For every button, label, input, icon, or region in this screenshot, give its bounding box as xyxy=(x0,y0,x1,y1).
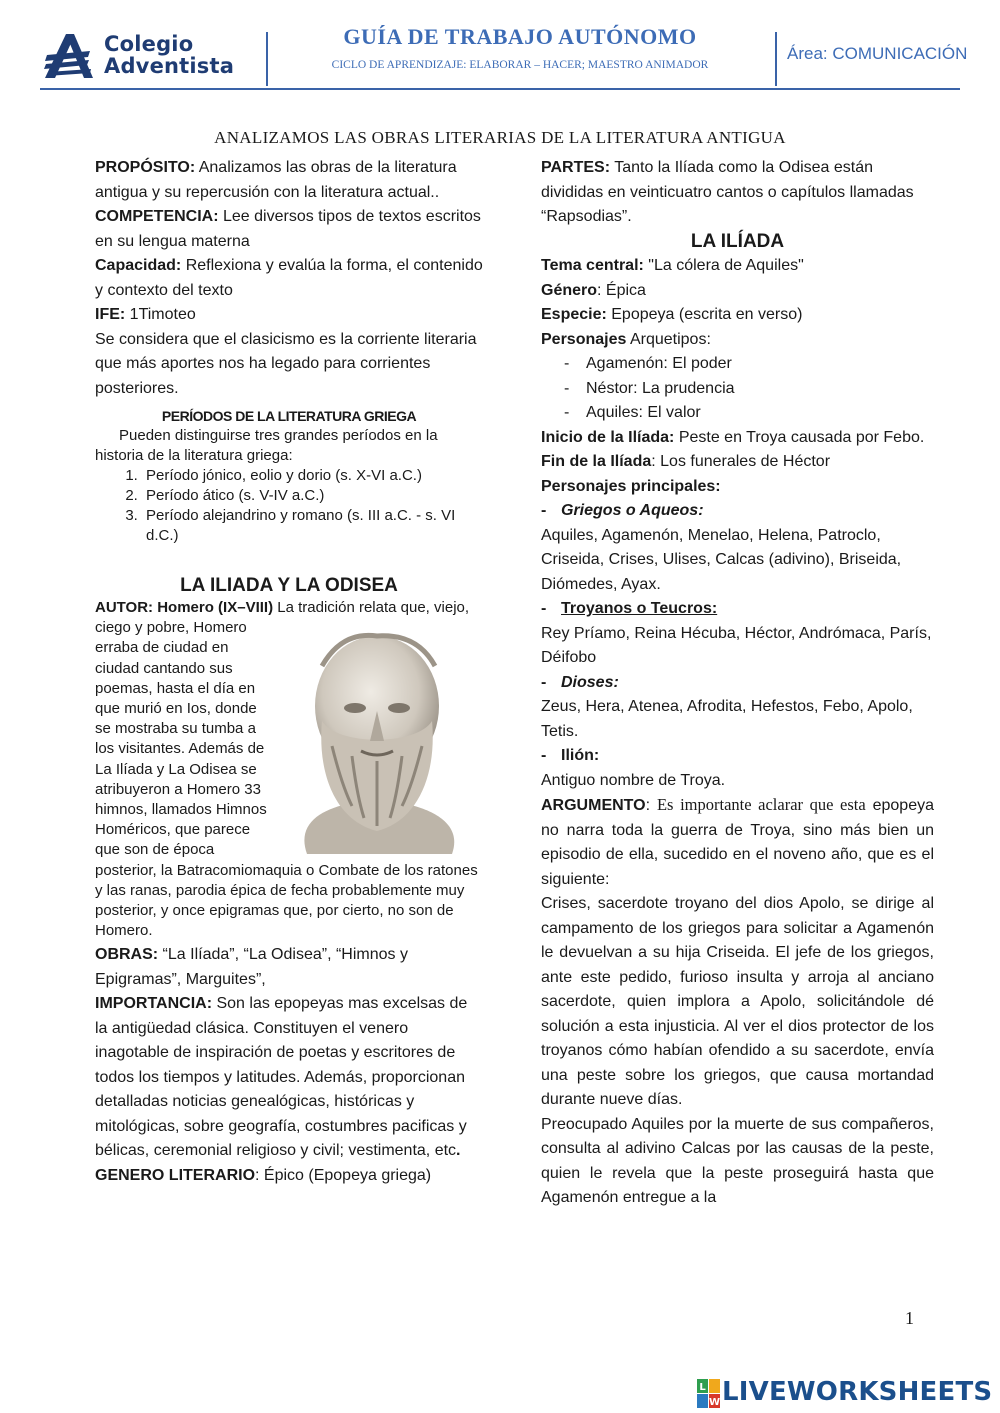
periodos-intro: Pueden distinguirse tres grandes períodos en la historia de la literatura griega: xyxy=(95,427,438,464)
obras-text: “La Ilíada”, “La Odisea”, “Himnos y Epigramas”, Marguites”, xyxy=(95,946,408,988)
proposito-label: PROPÓSITO: xyxy=(95,159,196,176)
clasicismo-paragraph: Se considera que el clasicismo es la corriente literaria que más aportes nos ha legado para corrientes posteriores. xyxy=(95,330,477,397)
inicio-text: Peste en Troya causada por Febo. xyxy=(674,428,925,446)
genero-paragraph xyxy=(95,1164,483,1189)
crises-paragraph: Crises, sacerdote troyano del dios Apolo, se dirige al campamento de los griegos para solicitar a Agamenón le devuelvan a su hija Criseida. El jefe de los griegos, ante este pedido, furioso insulta y arroja al anciano sacerdote, quien implora a Apolo, solicitándole dé solución a esta injusticia. Al ver el dios protector de los troyanos cómo habían ofendido a su sacerdote, envía una peste sobre los griegos, que causa mortandad durante nueve días. xyxy=(541,895,934,1108)
argumento-serif-text: Es importante aclarar que esta xyxy=(656,795,866,814)
troyanos-heading xyxy=(541,597,934,622)
argumento-text: epopeya no narra toda la guerra de Troya, sino más bien un episodio de ella, sucedido en el noveno año, que es el siguiente: xyxy=(541,797,934,888)
guide-title: GUÍA DE TRABAJO AUTÓNOMO xyxy=(343,24,697,49)
griegos-label: Griegos o Aqueos: xyxy=(561,502,704,519)
ilion-label: Ilión: xyxy=(561,747,600,764)
troyanos-text: Rey Príamo, Reina Hécuba, Héctor, Andrómaca, París, Déifobo xyxy=(541,624,932,666)
genero-label: GENERO LITERARIO xyxy=(95,1166,256,1184)
troyanos-label: Troyanos o Teucros: xyxy=(561,600,718,617)
genero-paragraph xyxy=(541,279,934,304)
competencia-paragraph xyxy=(95,205,483,254)
liveworksheets-watermark: LIVEWORKSHEETS xyxy=(722,1377,993,1407)
list-item: 3. Período alejandrino y romano (s. III a.C. - s. VI d.C.) xyxy=(142,506,483,546)
autor-text: La tradición relata que, viejo, ciego y pobre, Homero erraba de ciudad en ciudad cantando sus poemas, hasta el día en que murió en Ios, donde se mostraba su tumba a los visitantes. Además de La Ilíada y La Odisea se atribuyeron a Homero 33 himnos, llamados Himnos Homéricos, que parece que son de época posterior, la Batracomiomaquia o Combate de los ratones y las ranas, parodia épica de fecha probablemente muy posterior, y once epigramas que, por cierto, no son de Homero. xyxy=(95,599,478,940)
autor-label: AUTOR: Homero (IX–VIII) xyxy=(95,599,274,616)
genero-text: : Épica xyxy=(597,281,646,299)
preocupado-paragraph: Preocupado Aquiles por la muerte de sus compañeros, consulta al adivino Calcas por las causas de la peste, quien le revela que la peste proseguirá hasta que Agamenón entregue a la xyxy=(541,1115,934,1206)
competencia-text: Lee diversos tipos de textos escritos en su lengua materna xyxy=(95,208,481,250)
logo-letter: L xyxy=(699,1382,706,1393)
autor-paragraph xyxy=(95,598,483,941)
ife-label: IFE: xyxy=(95,306,126,323)
homer-bust-image xyxy=(277,626,477,856)
school-logo-icon xyxy=(44,33,94,79)
genero-label: Género xyxy=(541,281,598,299)
partes-paragraph xyxy=(541,156,934,230)
partes-text: Tanto la Ilíada como la Odisea están divididas en veinticuatro cantos o capítulos llamadas “Rapsodias”. xyxy=(541,159,914,225)
tema-text: "La cólera de Aquiles" xyxy=(643,257,804,274)
right-column xyxy=(541,156,934,1211)
school-name xyxy=(104,33,234,77)
header-divider xyxy=(266,32,268,86)
iliada-heading: LA ILÍADA xyxy=(690,230,785,252)
tema-paragraph xyxy=(541,254,934,279)
dioses-heading xyxy=(541,671,934,696)
liveworksheets-logo-icon xyxy=(697,1379,721,1409)
ilion-text: Antiguo nombre de Troya. xyxy=(541,771,726,789)
left-column xyxy=(95,156,483,1188)
periodos-heading: PERÍODOS DE LA LITERATURA GRIEGA xyxy=(161,408,417,424)
importancia-end: . xyxy=(456,1142,461,1160)
periodos-list xyxy=(95,466,483,546)
argumento-label: ARGUMENTO xyxy=(541,797,646,814)
page-number: 1 xyxy=(905,1308,914,1328)
list-item: 1. Período jónico, eolio y dorio (s. X-VI a.C.) xyxy=(142,466,483,486)
school-name-line2: Adventista xyxy=(104,54,235,78)
especie-text: Epopeya (escrita en verso) xyxy=(606,306,803,323)
list-item: 2. Período ático (s. V-IV a.C.) xyxy=(142,486,483,506)
competencia-label: COMPETENCIA: xyxy=(95,208,219,225)
periodos-section xyxy=(95,406,483,546)
iliada-odisea-heading: LA ILIADA Y LA ODISEA xyxy=(180,575,398,596)
principales-label: Personajes principales: xyxy=(541,477,721,495)
fin-text: : Los funerales de Héctor xyxy=(651,453,831,470)
school-name-line1: Colegio xyxy=(104,32,194,56)
subject-area: Área: COMUNICACIÓN xyxy=(787,44,968,63)
inicio-paragraph xyxy=(541,426,934,451)
personajes-paragraph xyxy=(541,328,934,353)
obras-paragraph xyxy=(95,943,483,992)
importancia-paragraph xyxy=(95,992,483,1164)
capacidad-paragraph xyxy=(95,254,483,303)
ife-paragraph xyxy=(95,303,483,328)
dioses-label: Dioses: xyxy=(561,673,619,691)
dioses-text: Zeus, Hera, Atenea, Afrodita, Hefestos, Febo, Apolo, Tetis. xyxy=(541,698,913,740)
document-title: ANALIZAMOS LAS OBRAS LITERARIAS DE LA LITERATURA ANTIGUA xyxy=(214,128,786,147)
importancia-label: IMPORTANCIA: xyxy=(95,995,213,1013)
fin-label: Fin de la Ilíada xyxy=(541,453,652,470)
obras-label: OBRAS: xyxy=(95,946,159,964)
fin-paragraph xyxy=(541,450,934,475)
importancia-text: Son las epopeyas mas excelsas de la antigüedad clásica. Constituyen el venero inagotable de inspiración de poetas y escritores de todos los tiempos y latitudes. Además, proporcionan detalladas noticias genealógicas, históricas y mitológicas, sobre geografía, costumbres pacificas y bélicas, ceremonial religioso y civil; vestimenta, etc xyxy=(95,995,468,1160)
list-item: - Aquiles: El valor xyxy=(564,401,934,426)
partes-label: PARTES: xyxy=(541,159,611,176)
list-item: - Néstor: La prudencia xyxy=(564,377,934,402)
argumento-paragraph xyxy=(541,793,934,892)
header-rule xyxy=(40,88,960,90)
capacidad-text: Reflexiona y evalúa la forma, el contenido y contexto del texto xyxy=(95,257,483,299)
especie-paragraph xyxy=(541,303,934,328)
griegos-heading xyxy=(541,499,934,524)
ilion-heading xyxy=(541,744,934,769)
personajes-label: Personajes xyxy=(541,330,627,348)
header-divider xyxy=(775,32,777,86)
personajes-text: Arquetipos: xyxy=(626,330,711,348)
especie-label: Especie: xyxy=(541,306,607,323)
guide-subtitle: CICLO DE APRENDIZAJE: ELABORAR – HACER; MAESTRO ANIMADOR xyxy=(331,59,709,71)
inicio-label: Inicio de la Ilíada: xyxy=(541,428,675,446)
tema-label: Tema central: xyxy=(541,257,644,274)
genero-text: : Épico (Epopeya griega) xyxy=(255,1166,432,1184)
proposito-text: Analizamos las obras de la literatura antigua y su repercusión con la literatura actual.. xyxy=(95,159,457,201)
griegos-text: Aquiles, Agamenón, Menelao, Helena, Patroclo, Criseida, Crises, Ulises, Calcas (adivino), Briseida, Diómedes, Ayax. xyxy=(541,526,902,593)
proposito-paragraph xyxy=(95,156,483,205)
capacidad-label: Capacidad: xyxy=(95,257,182,274)
list-item: - Agamenón: El poder xyxy=(564,352,934,377)
arquetipos-list xyxy=(541,352,934,426)
autor-block xyxy=(95,598,483,941)
argumento-colon: : xyxy=(645,797,657,814)
ife-text: 1Timoteo xyxy=(125,306,196,323)
logo-letter: W xyxy=(708,1397,721,1408)
